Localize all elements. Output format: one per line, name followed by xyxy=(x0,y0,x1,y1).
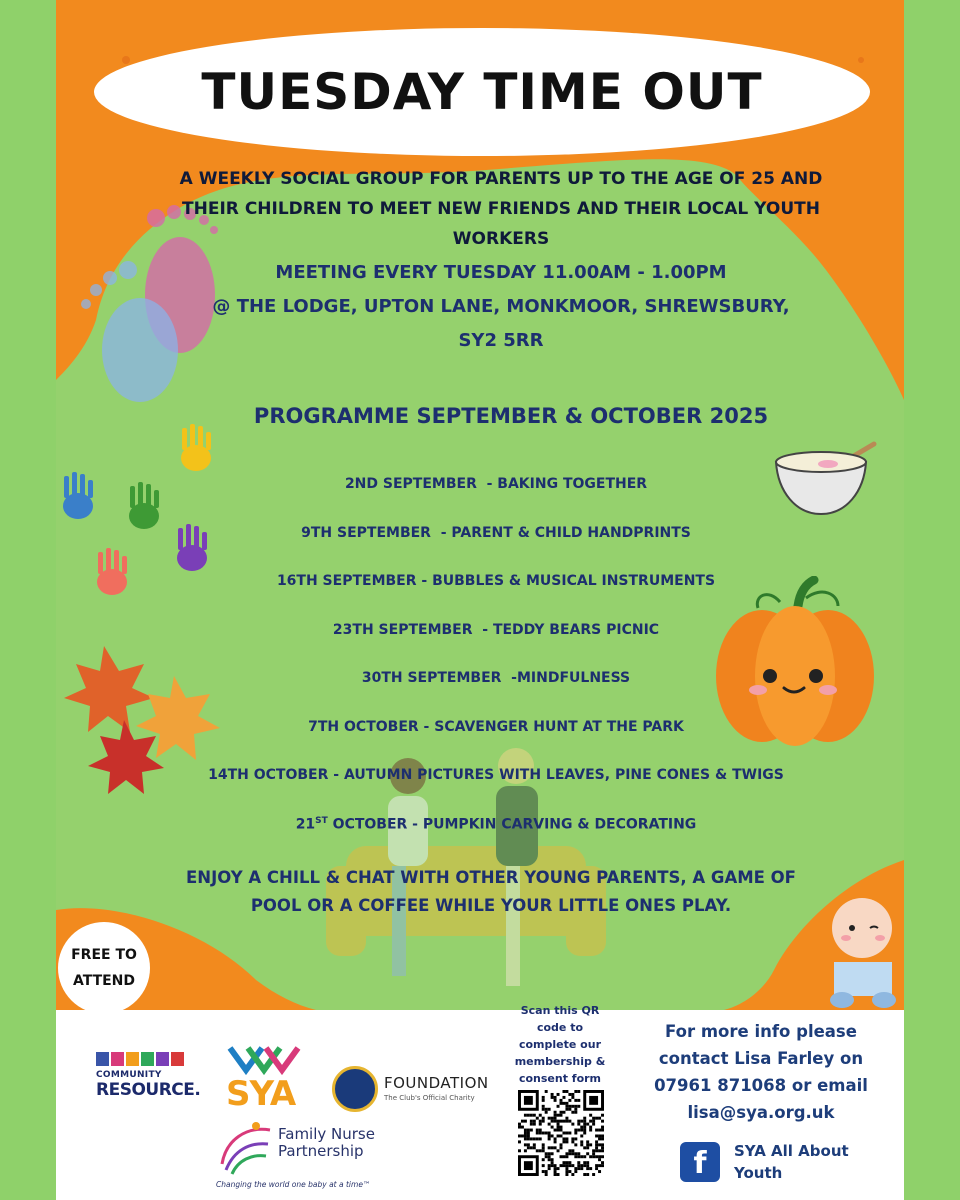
sya-figures-icon xyxy=(226,1046,302,1076)
meeting-details xyxy=(156,256,846,358)
poster xyxy=(56,0,904,1200)
family-nurse-partnership-logo: Family Nurse Partnership Changing the world one baby at a time™ xyxy=(216,1118,436,1194)
facebook-page-name[interactable]: SYA All About Youth xyxy=(734,1142,849,1182)
meeting-place: @ THE LODGE, UPTON LANE, MONKMOOR, SHREWSBURY, xyxy=(212,296,790,317)
outro-text: ENJOY A CHILL & CHAT WITH OTHER YOUNG PARENTS, A GAME OF POOL OR A COFFEE WHILE YOUR LITTLE ONES PLAY. xyxy=(186,868,796,915)
poster-title: TUESDAY TIME OUT xyxy=(201,63,763,121)
baby-icon xyxy=(822,892,904,1010)
meeting-postcode: SY2 5RR xyxy=(458,330,544,351)
community-resource-logo: COMMUNITY RESOURCE. xyxy=(96,1052,196,1112)
free-badge: FREE TO ATTEND xyxy=(58,922,150,1014)
qr-code-icon[interactable] xyxy=(518,1090,604,1176)
list-item: 9TH SEPTEMBER - PARENT & CHILD HANDPRINTS xyxy=(301,524,691,541)
meeting-time: MEETING EVERY TUESDAY 11.00AM - 1.00PM xyxy=(275,262,727,283)
list-item: 16TH SEPTEMBER - BUBBLES & MUSICAL INSTRUMENTS xyxy=(276,573,716,589)
foundation-logo: FOUNDATION The Club's Official Charity xyxy=(332,1066,502,1116)
list-item: 14TH OCTOBER - AUTUMN PICTURES WITH LEAVES, PINE CONES & TWIGS xyxy=(208,767,784,783)
list-item: 7TH OCTOBER - SCAVENGER HUNT AT THE PARK xyxy=(308,718,684,735)
contact-info: For more info please contact Lisa Farley on 07961 871068 or email lisa@sya.org.uk xyxy=(654,1022,868,1122)
list-item: 2ND SEPTEMBER - BAKING TOGETHER xyxy=(344,476,648,492)
list-item: 23TH SEPTEMBER - TEDDY BEARS PICNIC xyxy=(332,621,660,638)
programme-title: PROGRAMME SEPTEMBER & OCTOBER 2025 xyxy=(253,404,769,428)
fnp-swirl-icon xyxy=(216,1120,276,1178)
programme-list xyxy=(176,476,816,864)
qr-caption: Scan this QR code to complete our membership & consent form xyxy=(514,1004,606,1085)
intro-text: A WEEKLY SOCIAL GROUP FOR PARENTS UP TO THE AGE OF 25 AND THEIR CHILDREN TO MEET NEW FRIENDS AND THEIR LOCAL YOUTH WORKERS xyxy=(179,169,823,249)
list-item: 21ST OCTOBER - PUMPKIN CARVING & DECORATING xyxy=(295,815,697,833)
footer xyxy=(56,1004,904,1200)
list-item: 30TH SEPTEMBER -MINDFULNESS xyxy=(361,670,631,686)
sya-logo: SYA xyxy=(226,1046,302,1114)
title-banner xyxy=(94,28,870,156)
crest-icon xyxy=(332,1066,378,1112)
facebook-icon[interactable]: f xyxy=(680,1142,720,1182)
